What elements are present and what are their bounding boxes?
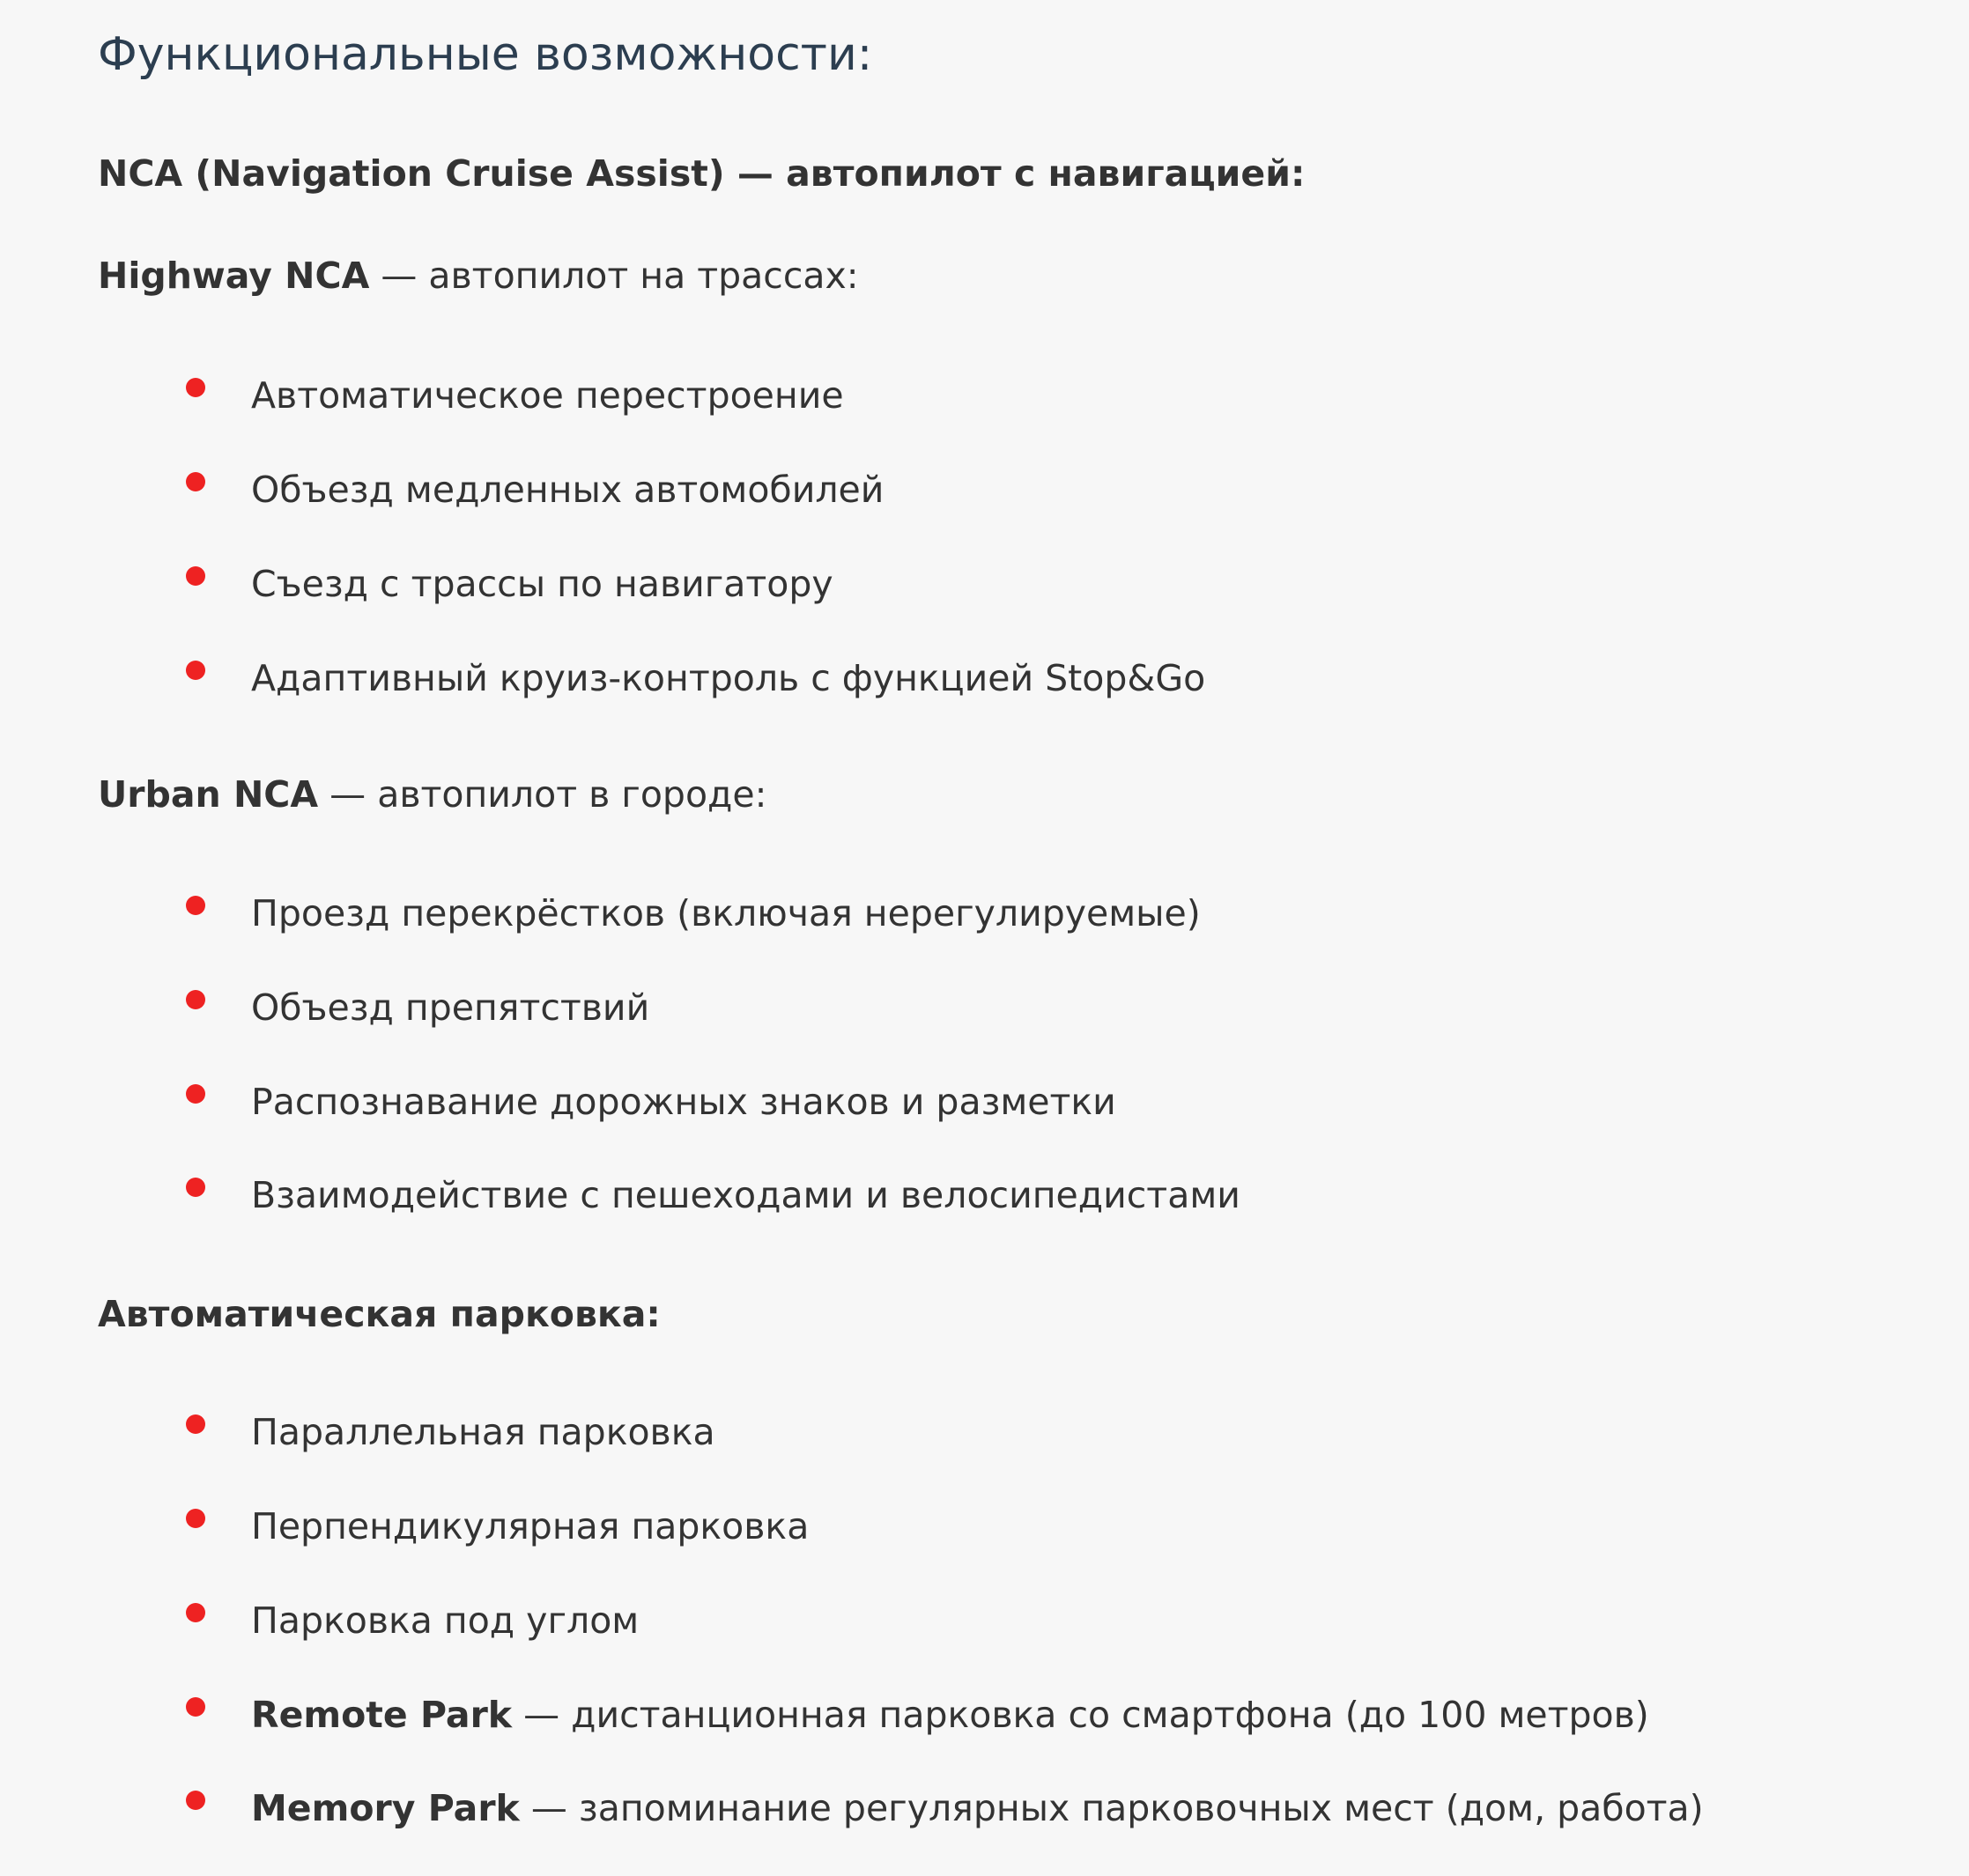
nca-title — [98, 147, 1305, 200]
list-item-text: Объезд препятствий — [251, 986, 650, 1029]
list-item — [186, 1500, 809, 1553]
list-item-text: Взаимодействие с пешеходами и велосипедистами — [251, 1174, 1240, 1216]
list-item — [186, 369, 844, 422]
urban-heading — [98, 768, 766, 821]
list-item-text: Параллельная парковка — [251, 1411, 715, 1453]
highway-heading — [98, 249, 859, 302]
bullet-icon — [186, 1791, 205, 1810]
page-title: Функциональные возможности: — [98, 28, 873, 81]
nca-title-text: NCA (Navigation Cruise Assist) — автопилот с навигацией: — [98, 152, 1306, 195]
list-item-text: Проезд перекрёстков (включая нерегулируемые) — [251, 892, 1201, 934]
list-item-memory-park — [186, 1782, 1704, 1835]
memory-park-name: Memory Park — [251, 1787, 520, 1829]
bullet-icon — [186, 1178, 205, 1197]
list-item — [186, 652, 1205, 705]
parking-title: Автоматическая парковка: — [98, 1293, 661, 1335]
bullet-icon — [186, 1084, 205, 1104]
list-item-text: Съезд с трассы по навигатору — [251, 563, 833, 605]
list-item-text: Парковка под углом — [251, 1599, 640, 1642]
bullet-icon — [186, 378, 205, 397]
list-item-text: Распознавание дорожных знаков и разметки — [251, 1081, 1116, 1123]
urban-desc: — автопилот в городе: — [318, 773, 767, 816]
urban-name: Urban NCA — [98, 773, 319, 816]
bullet-icon — [186, 896, 205, 915]
parking-heading — [98, 1288, 661, 1341]
list-item — [186, 1594, 639, 1647]
bullet-icon — [186, 566, 205, 586]
list-item — [186, 463, 884, 516]
bullet-icon — [186, 472, 205, 491]
bullet-icon — [186, 1509, 205, 1528]
list-item — [186, 558, 833, 610]
list-item — [186, 887, 1201, 940]
remote-park-desc: — дистанционная парковка со смартфона (до 100 метров) — [512, 1694, 1649, 1736]
bullet-icon — [186, 990, 205, 1009]
memory-park-desc: — запоминание регулярных парковочных мест (дом, работа) — [519, 1787, 1704, 1829]
bullet-icon — [186, 1603, 205, 1622]
list-item — [186, 1075, 1116, 1128]
list-item-text: Автоматическое перестроение — [251, 374, 844, 417]
bullet-icon — [186, 1697, 205, 1717]
remote-park-name: Remote Park — [251, 1694, 513, 1736]
highway-desc: — автопилот на трассах: — [369, 255, 859, 297]
bullet-icon — [186, 661, 205, 680]
list-item-text: Объезд медленных автомобилей — [251, 469, 885, 511]
list-item-remote-park — [186, 1688, 1649, 1741]
list-item-text: Перпендикулярная парковка — [251, 1505, 810, 1547]
bullet-icon — [186, 1414, 205, 1434]
list-item — [186, 981, 649, 1034]
list-item — [186, 1169, 1240, 1222]
highway-name: Highway NCA — [98, 255, 370, 297]
list-item — [186, 1406, 715, 1459]
list-item-text: Адаптивный круиз-контроль с функцией Stop&Go — [251, 657, 1206, 699]
